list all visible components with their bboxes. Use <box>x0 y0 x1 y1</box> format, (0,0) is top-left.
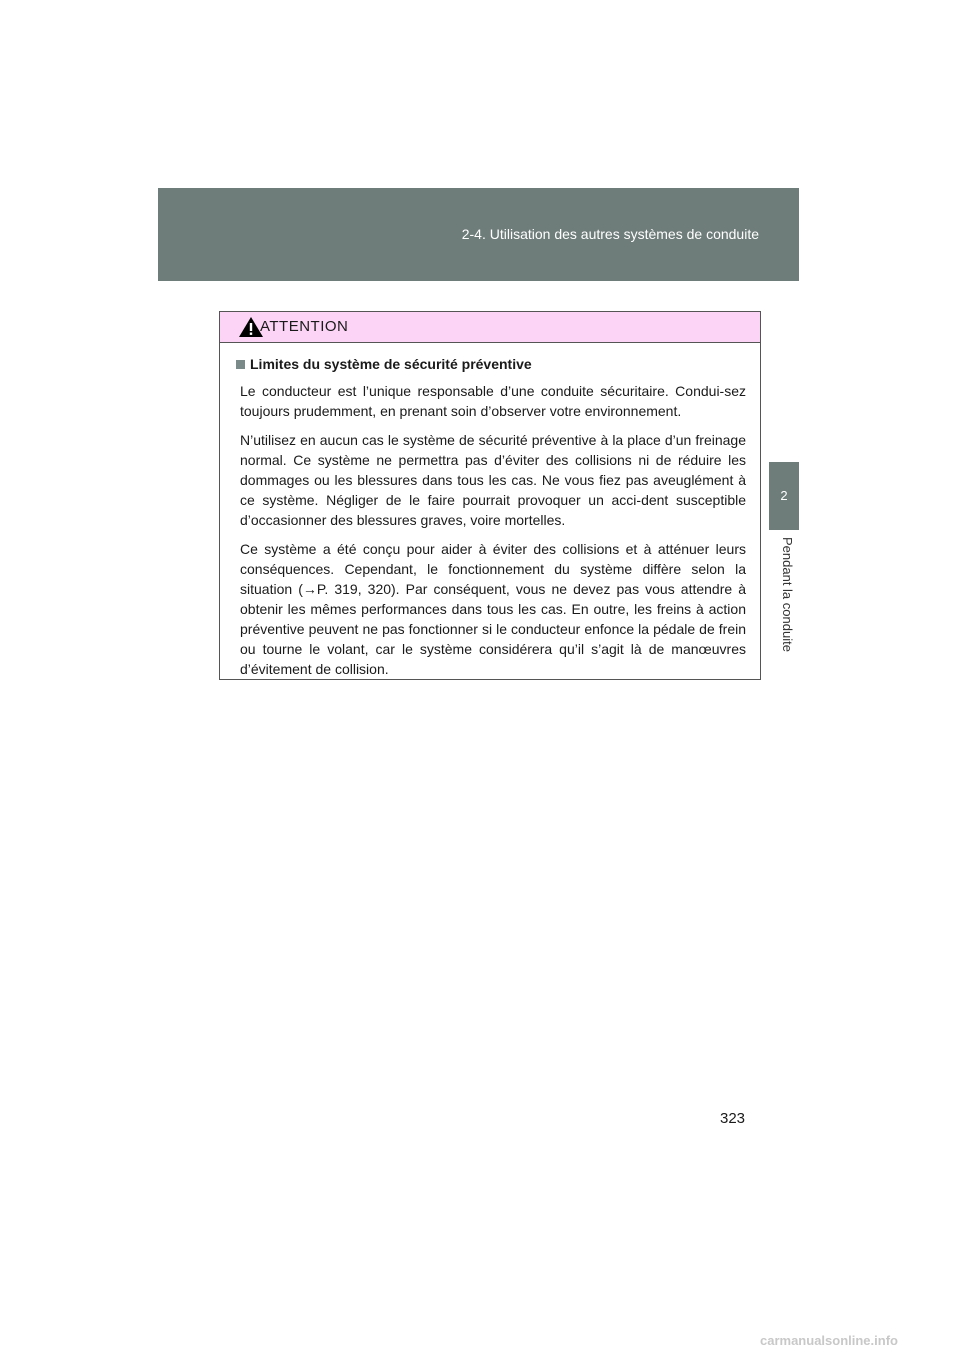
watermark: carmanualsonline.info <box>760 1333 898 1348</box>
header-band <box>158 188 799 281</box>
section-title: 2-4. Utilisation des autres systèmes de conduite <box>461 226 759 242</box>
chapter-tab <box>769 462 799 530</box>
chapter-number: 2 <box>780 488 788 503</box>
section-heading <box>236 355 746 373</box>
square-bullet-icon <box>236 360 245 369</box>
warning-box <box>219 311 761 680</box>
warning-body <box>220 343 760 679</box>
paragraph-responsibility: Le conducteur est l’unique responsable d’une conduite sécuritaire. Condui-sez toujours prudemment, en prenant soin d’observer votre environnement. <box>240 383 746 419</box>
warning-title: ATTENTION <box>260 318 349 335</box>
section-heading-text: Limites du système de sécurité préventive <box>250 356 532 372</box>
page-number: 323 <box>720 1110 746 1127</box>
chapter-label: Pendant la conduite <box>780 537 795 652</box>
paragraph-normal-braking: N’utilisez en aucun cas le système de sécurité préventive à la place d’un freinage normal. Ce système ne permettra pas d’éviter des collisions ni de réduire les dommages ou les blessures dans tous les cas. Ne vous fiez pas aveuglément à ce système. Négliger de le faire pourrait provoquer un acci-dent susceptible d’occasionner des blessures graves, voire mortelles. <box>240 432 746 528</box>
paragraph-system-design: Ce système a été conçu pour aider à éviter des collisions et à atténuer leurs conséquences. Cependant, le fonctionnement du système diffère selon la situation (→P. 319, 320). Par conséquent, vous ne devez pas vous attendre à obtenir les mêmes performances dans tous les cas. En outre, les freins à action préventive peuvent ne pas fonctionner si le conducteur enfonce la pédale de frein ou tourne le volant, car le système considérera qu’il s’agit là de manœuvres d’évitement de collision. <box>240 541 746 677</box>
warning-header <box>220 312 760 343</box>
